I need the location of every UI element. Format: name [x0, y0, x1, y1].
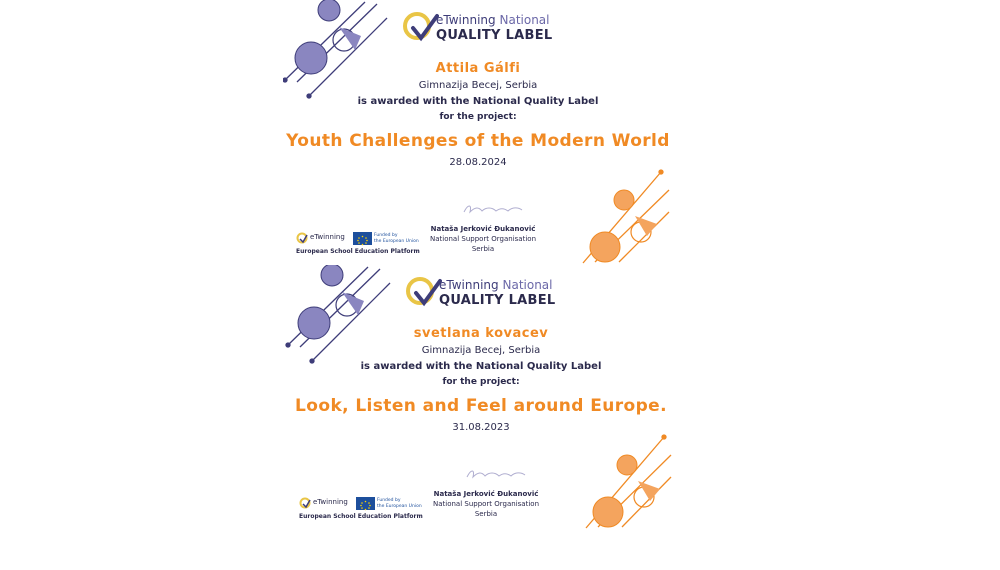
certificate-card: [283, 0, 673, 265]
signer-organisation: National Support Organisation: [429, 235, 536, 243]
eu-flag-icon: [353, 232, 372, 245]
logo-etwinning-text: eTwinning: [436, 13, 496, 27]
etwinning-footer-logo: [299, 497, 359, 511]
eu-funding-logo: [356, 497, 426, 511]
signer-organisation: National Support Organisation: [432, 500, 539, 508]
quality-check-icon: [406, 275, 442, 311]
etwinning-quality-label-logo: [406, 275, 576, 311]
project-title: Look, Listen and Feel around Europe.: [295, 396, 667, 416]
recipient-name: Attila Gálfi: [435, 61, 521, 76]
eu-funding-logo: [353, 232, 423, 246]
school-name: Gimnazija Becej, Serbia: [418, 80, 538, 91]
signer-country: Serbia: [471, 245, 495, 253]
awarded-statement: is awarded with the National Quality Label: [357, 96, 599, 107]
footer-etwinning-text: eTwinning: [310, 233, 345, 241]
footer-etwinning-text: eTwinning: [313, 498, 348, 506]
quality-check-icon: [403, 10, 439, 46]
signature: [449, 467, 549, 483]
logo-quality-label-text: QUALITY LABEL: [439, 293, 556, 308]
recipient-name: svetlana kovacev: [413, 326, 549, 341]
logo-etwinning-text: eTwinning: [439, 278, 499, 292]
signer-block: [406, 490, 566, 518]
signer-block: [403, 225, 563, 253]
signer-country: Serbia: [474, 510, 498, 518]
eu-flag-icon: [356, 497, 375, 510]
etwinning-footer-logo: [296, 232, 356, 246]
logo-national-text: National: [502, 278, 553, 292]
logo-national-text: National: [499, 13, 550, 27]
eu-funded-line1: Funded by: [377, 498, 401, 503]
certificate-card: [283, 265, 673, 530]
eu-funded-line1: Funded by: [374, 233, 398, 238]
for-project-label: for the project:: [442, 377, 520, 387]
etwinning-small-icon: [296, 232, 308, 244]
platform-name: European School Education Platform: [296, 248, 420, 255]
school-name: Gimnazija Becej, Serbia: [421, 345, 541, 356]
etwinning-quality-label-logo: [403, 10, 573, 46]
eu-funded-line2: the European Union: [377, 504, 422, 509]
project-title: Youth Challenges of the Modern World: [286, 131, 670, 151]
award-date: 28.08.2024: [449, 157, 507, 168]
signature: [446, 202, 546, 218]
eu-funded-line2: the European Union: [374, 239, 419, 244]
etwinning-small-icon: [299, 497, 311, 509]
signer-name: Nataša Jerković Đukanović: [430, 225, 536, 233]
award-date: 31.08.2023: [452, 422, 510, 433]
awarded-statement: is awarded with the National Quality Label: [360, 361, 602, 372]
platform-name: European School Education Platform: [299, 513, 423, 520]
for-project-label: for the project:: [439, 112, 517, 122]
signer-name: Nataša Jerković Đukanović: [433, 490, 539, 498]
logo-quality-label-text: QUALITY LABEL: [436, 28, 553, 43]
